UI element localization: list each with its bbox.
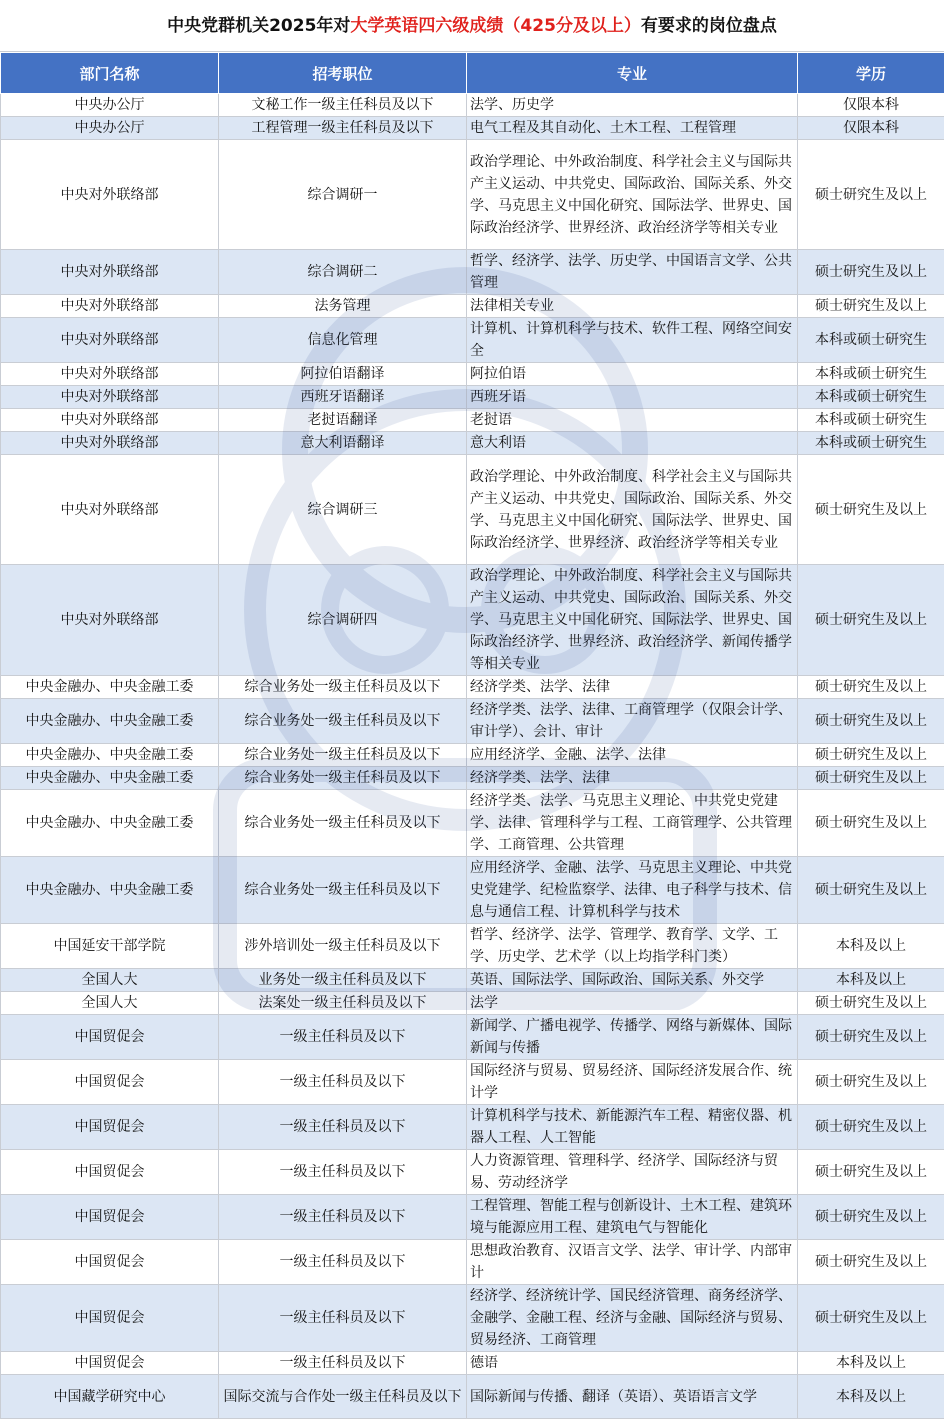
cell-dept: 中央对外联络部	[1, 295, 219, 318]
cell-position: 一级主任科员及以下	[219, 1285, 467, 1352]
table-row	[1, 140, 944, 250]
cell-position: 一级主任科员及以下	[219, 1060, 467, 1105]
cell-education: 本科及以上	[798, 1352, 944, 1375]
cell-education: 硕士研究生及以上	[798, 992, 944, 1015]
cell-education: 硕士研究生及以上	[798, 1105, 944, 1150]
cell-position: 老挝语翻译	[219, 409, 467, 432]
cell-position: 一级主任科员及以下	[219, 1015, 467, 1060]
table-row	[1, 1285, 944, 1352]
cell-education: 硕士研究生及以上	[798, 1015, 944, 1060]
cell-dept: 中国贸促会	[1, 1285, 219, 1352]
cell-education: 本科及以上	[798, 924, 944, 969]
cell-major: 电气工程及其自动化、土木工程、工程管理	[467, 117, 798, 140]
title-prefix: 中央党群机关2025年对	[167, 16, 350, 36]
table-row	[1, 455, 944, 565]
cell-dept: 全国人大	[1, 969, 219, 992]
cell-position: 一级主任科员及以下	[219, 1150, 467, 1195]
cell-major: 人力资源管理、管理科学、经济学、国际经济与贸易、劳动经济学	[467, 1150, 798, 1195]
cell-education: 本科及以上	[798, 1375, 944, 1419]
cell-dept: 中央金融办、中央金融工委	[1, 676, 219, 699]
cell-education: 仅限本科	[798, 117, 944, 140]
cell-major: 经济学、经济统计学、国民经济管理、商务经济学、金融学、金融工程、经济与金融、国际经济与贸易、贸易经济、工商管理	[467, 1285, 798, 1352]
table-body	[1, 94, 944, 1419]
cell-position: 工程管理一级主任科员及以下	[219, 117, 467, 140]
cell-position: 综合调研二	[219, 250, 467, 295]
cell-dept: 中国贸促会	[1, 1105, 219, 1150]
cell-major: 老挝语	[467, 409, 798, 432]
table-row	[1, 699, 944, 744]
cell-major: 政治学理论、中外政治制度、科学社会主义与国际共产主义运动、中共党史、国际政治、国际关系、外交学、马克思主义中国化研究、国际法学、世界史、国际政治经济学、世界经济、政治经济学等相关专业	[467, 140, 798, 250]
cell-dept: 中国贸促会	[1, 1060, 219, 1105]
page-title	[0, 0, 944, 52]
cell-dept: 中央对外联络部	[1, 409, 219, 432]
cell-major: 思想政治教育、汉语言文学、法学、审计学、内部审计	[467, 1240, 798, 1285]
table-row	[1, 409, 944, 432]
cell-major: 英语、国际法学、国际政治、国际关系、外交学	[467, 969, 798, 992]
cell-education: 硕士研究生及以上	[798, 295, 944, 318]
table-row	[1, 1060, 944, 1105]
cell-dept: 中央对外联络部	[1, 140, 219, 250]
cell-major: 政治学理论、中外政治制度、科学社会主义与国际共产主义运动、中共党史、国际政治、国际关系、外交学、马克思主义中国化研究、国际法学、世界史、国际政治经济学、世界经济、政治经济学等相关专业	[467, 455, 798, 565]
cell-education: 硕士研究生及以上	[798, 676, 944, 699]
cell-education: 硕士研究生及以上	[798, 140, 944, 250]
cell-position: 综合业务处一级主任科员及以下	[219, 790, 467, 857]
cell-major: 德语	[467, 1352, 798, 1375]
cell-position: 意大利语翻译	[219, 432, 467, 455]
cell-position: 综合业务处一级主任科员及以下	[219, 676, 467, 699]
table-row	[1, 1195, 944, 1240]
cell-position: 综合调研一	[219, 140, 467, 250]
table-row	[1, 790, 944, 857]
cell-dept: 中国贸促会	[1, 1352, 219, 1375]
cell-dept: 中央金融办、中央金融工委	[1, 767, 219, 790]
table-row	[1, 767, 944, 790]
table-row	[1, 250, 944, 295]
cell-position: 业务处一级主任科员及以下	[219, 969, 467, 992]
cell-major: 应用经济学、金融、法学、法律	[467, 744, 798, 767]
cell-education: 本科或硕士研究生	[798, 386, 944, 409]
table-row	[1, 857, 944, 924]
cell-major: 国际新闻与传播、翻译（英语）、英语语言文学	[467, 1375, 798, 1419]
table-row	[1, 432, 944, 455]
cell-education: 硕士研究生及以上	[798, 455, 944, 565]
cell-dept: 全国人大	[1, 992, 219, 1015]
cell-dept: 中央对外联络部	[1, 455, 219, 565]
cell-major: 政治学理论、中外政治制度、科学社会主义与国际共产主义运动、中共党史、国际政治、国际关系、外交学、马克思主义中国化研究、国际法学、世界史、国际政治经济学、世界经济、政治经济学、新闻传播学等相关专业	[467, 565, 798, 676]
cell-dept: 中国延安干部学院	[1, 924, 219, 969]
cell-position: 阿拉伯语翻译	[219, 363, 467, 386]
cell-position: 综合业务处一级主任科员及以下	[219, 767, 467, 790]
cell-major: 阿拉伯语	[467, 363, 798, 386]
table-row	[1, 1352, 944, 1375]
cell-major: 经济学类、法学、法律	[467, 676, 798, 699]
cell-position: 一级主任科员及以下	[219, 1105, 467, 1150]
header-education: 学历	[798, 53, 944, 94]
cell-dept: 中央对外联络部	[1, 250, 219, 295]
table-row	[1, 363, 944, 386]
cell-education: 硕士研究生及以上	[798, 1195, 944, 1240]
cell-dept: 中央对外联络部	[1, 565, 219, 676]
cell-dept: 中国贸促会	[1, 1240, 219, 1285]
header-row	[1, 53, 944, 94]
cell-major: 哲学、经济学、法学、历史学、中国语言文学、公共管理	[467, 250, 798, 295]
cell-education: 本科或硕士研究生	[798, 409, 944, 432]
positions-table	[0, 52, 944, 1419]
table-row	[1, 1150, 944, 1195]
cell-dept: 中国藏学研究中心	[1, 1375, 219, 1419]
table-row	[1, 969, 944, 992]
title-highlight: 大学英语四六级成绩（425分及以上）	[350, 16, 641, 36]
cell-education: 硕士研究生及以上	[798, 1285, 944, 1352]
header-major: 专业	[467, 53, 798, 94]
table-row	[1, 117, 944, 140]
cell-dept: 中央办公厅	[1, 94, 219, 117]
cell-position: 综合业务处一级主任科员及以下	[219, 857, 467, 924]
cell-education: 硕士研究生及以上	[798, 1060, 944, 1105]
table-row	[1, 1375, 944, 1419]
cell-dept: 中央对外联络部	[1, 386, 219, 409]
cell-education: 硕士研究生及以上	[798, 565, 944, 676]
table-row	[1, 295, 944, 318]
cell-position: 信息化管理	[219, 318, 467, 363]
header-dept: 部门名称	[1, 53, 219, 94]
cell-dept: 中央对外联络部	[1, 363, 219, 386]
table-row	[1, 386, 944, 409]
cell-position: 综合业务处一级主任科员及以下	[219, 699, 467, 744]
cell-position: 一级主任科员及以下	[219, 1195, 467, 1240]
cell-education: 本科或硕士研究生	[798, 318, 944, 363]
cell-dept: 中央金融办、中央金融工委	[1, 857, 219, 924]
cell-major: 计算机、计算机科学与技术、软件工程、网络空间安全	[467, 318, 798, 363]
cell-education: 仅限本科	[798, 94, 944, 117]
cell-position: 综合调研四	[219, 565, 467, 676]
cell-major: 经济学类、法学、马克思主义理论、中共党史党建学、法律、管理科学与工程、工商管理学、公共管理学、工商管理、公共管理	[467, 790, 798, 857]
table-row	[1, 565, 944, 676]
cell-position: 综合调研三	[219, 455, 467, 565]
cell-major: 哲学、经济学、法学、管理学、教育学、文学、工学、历史学、艺术学（以上均指学科门类）	[467, 924, 798, 969]
title-suffix: 有要求的岗位盘点	[641, 16, 777, 36]
table-row	[1, 992, 944, 1015]
header-position: 招考职位	[219, 53, 467, 94]
cell-education: 硕士研究生及以上	[798, 790, 944, 857]
cell-dept: 中央对外联络部	[1, 318, 219, 363]
cell-education: 硕士研究生及以上	[798, 1240, 944, 1285]
table-row	[1, 318, 944, 363]
cell-position: 法务管理	[219, 295, 467, 318]
cell-major: 经济学类、法学、法律、工商管理学（仅限会计学、审计学）、会计、审计	[467, 699, 798, 744]
cell-major: 计算机科学与技术、新能源汽车工程、精密仪器、机器人工程、人工智能	[467, 1105, 798, 1150]
cell-dept: 中国贸促会	[1, 1195, 219, 1240]
cell-position: 西班牙语翻译	[219, 386, 467, 409]
cell-major: 法学	[467, 992, 798, 1015]
cell-major: 应用经济学、金融、法学、马克思主义理论、中共党史党建学、纪检监察学、法律、电子科学与技术、信息与通信工程、计算机科学与技术	[467, 857, 798, 924]
cell-education: 硕士研究生及以上	[798, 699, 944, 744]
cell-education: 硕士研究生及以上	[798, 250, 944, 295]
table-row	[1, 1105, 944, 1150]
table-row	[1, 94, 944, 117]
cell-education: 硕士研究生及以上	[798, 1150, 944, 1195]
table-row	[1, 1015, 944, 1060]
cell-position: 涉外培训处一级主任科员及以下	[219, 924, 467, 969]
cell-major: 工程管理、智能工程与创新设计、土木工程、建筑环境与能源应用工程、建筑电气与智能化	[467, 1195, 798, 1240]
cell-major: 经济学类、法学、法律	[467, 767, 798, 790]
cell-major: 新闻学、广播电视学、传播学、网络与新媒体、国际新闻与传播	[467, 1015, 798, 1060]
cell-dept: 中央金融办、中央金融工委	[1, 699, 219, 744]
cell-education: 本科及以上	[798, 969, 944, 992]
cell-dept: 中央对外联络部	[1, 432, 219, 455]
cell-dept: 中央金融办、中央金融工委	[1, 744, 219, 767]
cell-major: 意大利语	[467, 432, 798, 455]
cell-major: 法律相关专业	[467, 295, 798, 318]
cell-education: 硕士研究生及以上	[798, 744, 944, 767]
cell-major: 西班牙语	[467, 386, 798, 409]
cell-dept: 中央办公厅	[1, 117, 219, 140]
cell-education: 本科或硕士研究生	[798, 432, 944, 455]
cell-dept: 中国贸促会	[1, 1015, 219, 1060]
cell-position: 一级主任科员及以下	[219, 1352, 467, 1375]
table-row	[1, 676, 944, 699]
table-row	[1, 744, 944, 767]
cell-position: 法案处一级主任科员及以下	[219, 992, 467, 1015]
cell-education: 硕士研究生及以上	[798, 857, 944, 924]
cell-major: 法学、历史学	[467, 94, 798, 117]
cell-dept: 中央金融办、中央金融工委	[1, 790, 219, 857]
cell-position: 文秘工作一级主任科员及以下	[219, 94, 467, 117]
cell-position: 一级主任科员及以下	[219, 1240, 467, 1285]
cell-position: 国际交流与合作处一级主任科员及以下	[219, 1375, 467, 1419]
cell-education: 本科或硕士研究生	[798, 363, 944, 386]
cell-major: 国际经济与贸易、贸易经济、国际经济发展合作、统计学	[467, 1060, 798, 1105]
table-row	[1, 1240, 944, 1285]
cell-position: 综合业务处一级主任科员及以下	[219, 744, 467, 767]
table-row	[1, 924, 944, 969]
cell-dept: 中国贸促会	[1, 1150, 219, 1195]
cell-education: 硕士研究生及以上	[798, 767, 944, 790]
